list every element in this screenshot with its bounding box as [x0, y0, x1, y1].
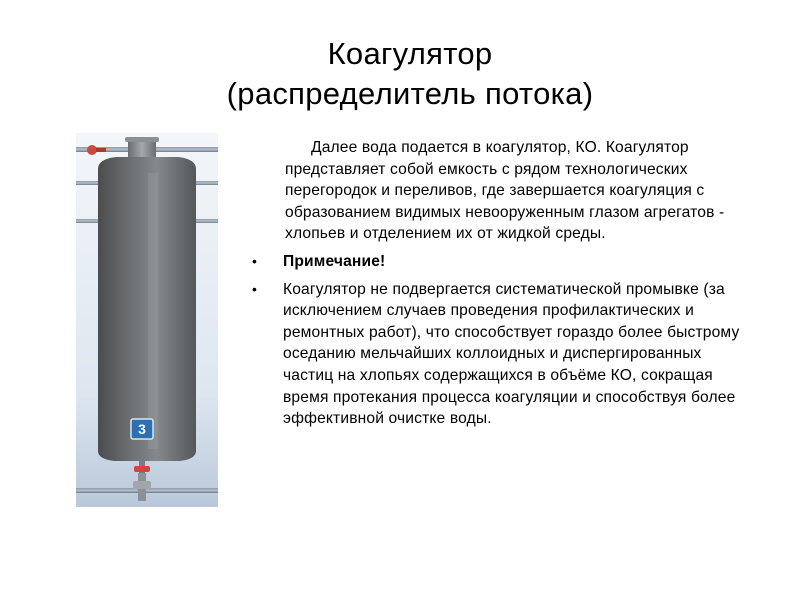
intro-paragraph: Далее вода подается в коагулятор, КО. Коагулятор представляет собой емкость с рядом технологических перегородок и переливов, где завершается коагуляция с образованием видимых невооруженным глазом агрегатов - хлопьев и отделением их от жидкой среды. [285, 139, 725, 243]
coagulator-tank-illustration [76, 133, 218, 507]
bullet-marker: • [252, 280, 258, 297]
bullet-note [252, 251, 752, 273]
tank-number-label: 3 [138, 421, 146, 437]
bullet-description [252, 279, 752, 430]
coagulator-photo [76, 133, 218, 507]
bullet-note-text: Примечание! [283, 252, 386, 270]
slide-title [0, 34, 800, 114]
slide-body [252, 137, 752, 436]
bullet-description-text: Коагулятор не подвергается систематической промывке (за исключением случаев проведения профилактических и ремонтных работ), что способствует гораздо более быстрому оседанию мельчайших коллоидных и диспергированных частиц на хлопьях содержащихся в объёме КО, сокращая время протекания процесса коагуляции и способствуя более эффективной очистке воды. [283, 280, 740, 428]
title-line-1: Коагулятор [327, 36, 493, 71]
title-line-2: (распределитель потока) [226, 76, 594, 111]
bullet-marker: • [252, 252, 258, 269]
